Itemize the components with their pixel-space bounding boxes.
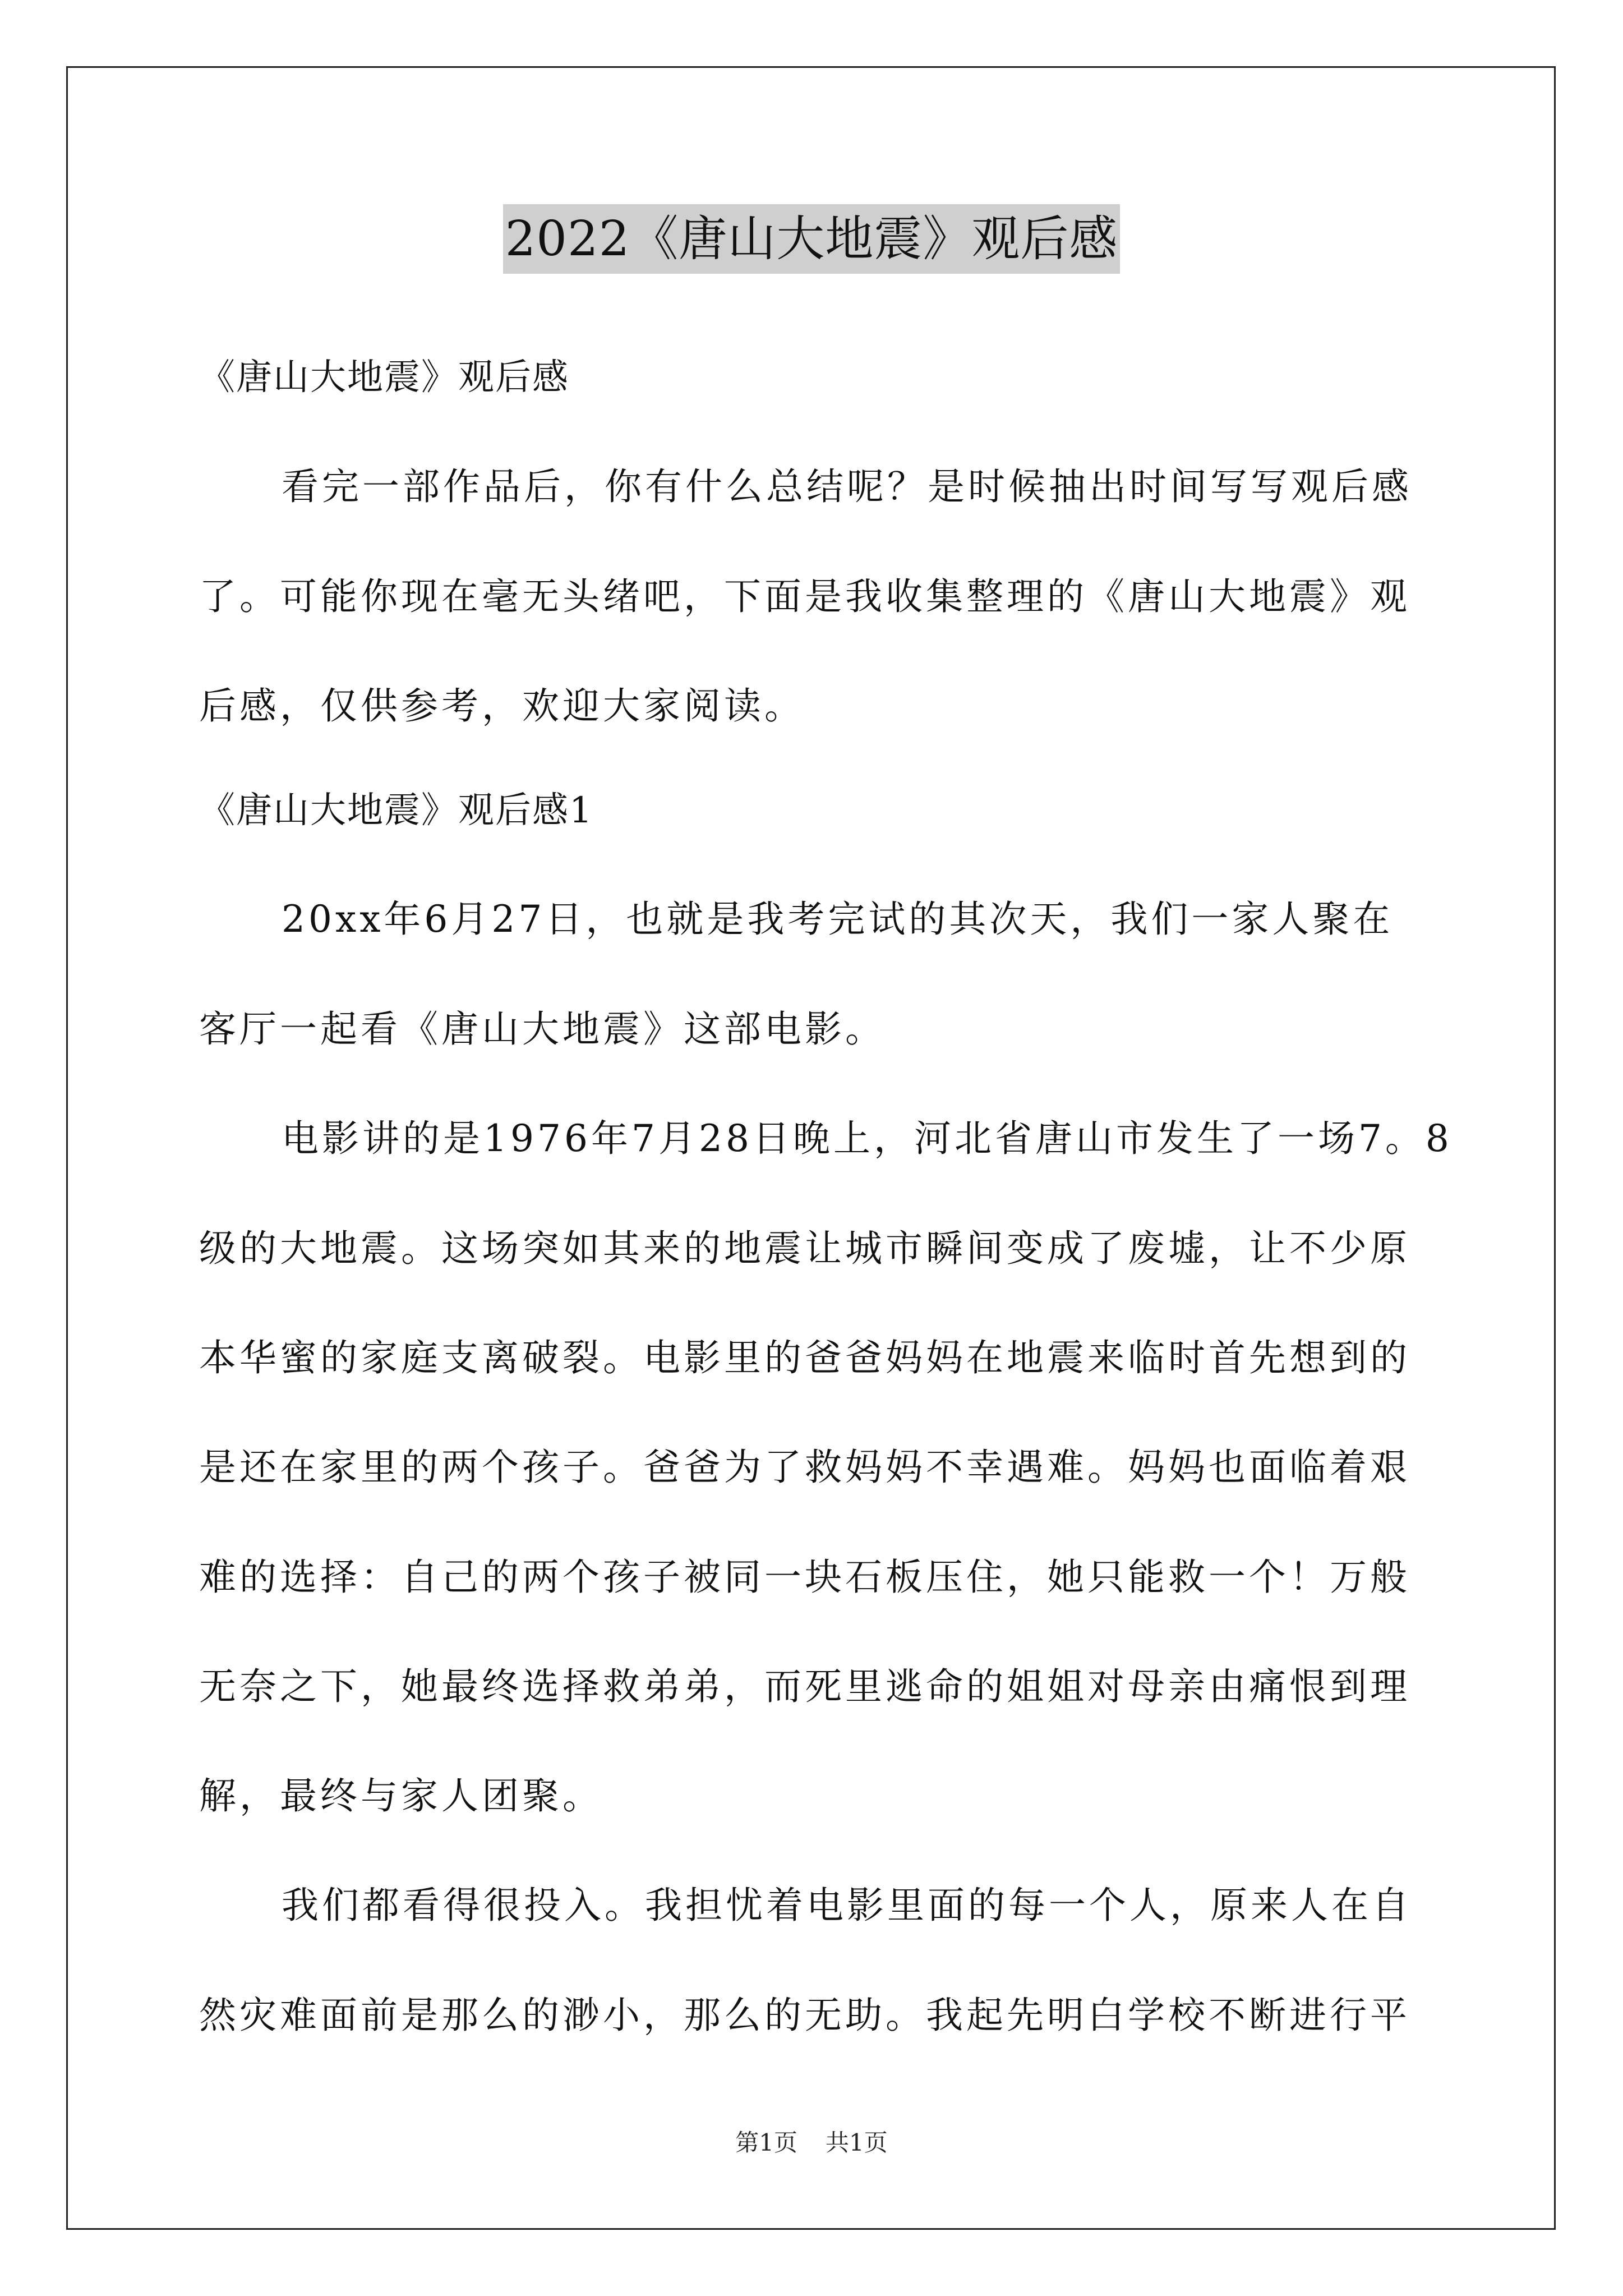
title-container xyxy=(0,204,1623,274)
section-heading: 《唐山大地震》观后感1 xyxy=(199,790,593,831)
paragraph-line: 后感，仅供参考，欢迎大家阅读。 xyxy=(199,684,805,728)
paragraph-line: 客厅一起看《唐山大地震》这部电影。 xyxy=(199,1007,886,1051)
paragraph-line: 电影讲的是1976年7月28日晚上，河北省唐山市发生了一场7。8 xyxy=(282,1117,1453,1160)
page-total: 共1页 xyxy=(826,2129,888,2156)
paragraph-line: 无奈之下，她最终选择救弟弟，而死里逃命的姐姐对母亲由痛恨到理 xyxy=(199,1665,1410,1708)
paragraph-line: 了。可能你现在毫无头绪吧，下面是我收集整理的《唐山大地震》观 xyxy=(199,575,1410,618)
paragraph-line: 然灾难面前是那么的渺小，那么的无助。我起先明白学校不断进行平 xyxy=(199,1994,1410,2037)
paragraph-line: 本华蜜的家庭支离破裂。电影里的爸爸妈妈在地震来临时首先想到的 xyxy=(199,1336,1410,1379)
section-heading: 《唐山大地震》观后感 xyxy=(199,357,569,398)
paragraph-line: 20xx年6月27日，也就是我考完试的其次天，我们一家人聚在 xyxy=(282,898,1394,941)
page-footer xyxy=(0,2126,1623,2160)
page-number: 第1页 xyxy=(735,2129,797,2156)
document-title: 2022《唐山大地震》观后感 xyxy=(503,204,1121,274)
paragraph-line: 我们都看得很投入。我担忧着电影里面的每一个人，原来人在自 xyxy=(282,1884,1412,1927)
paragraph-line: 解，最终与家人团聚。 xyxy=(199,1774,603,1818)
paragraph-line: 看完一部作品后，你有什么总结呢？是时候抽出时间写写观后感 xyxy=(282,465,1412,508)
paragraph-line: 级的大地震。这场突如其来的地震让城市瞬间变成了废墟，让不少原 xyxy=(199,1227,1410,1270)
paragraph-line: 是还在家里的两个孩子。爸爸为了救妈妈不幸遇难。妈妈也面临着艰 xyxy=(199,1446,1410,1489)
paragraph-line: 难的选择：自己的两个孩子被同一块石板压住，她只能救一个！万般 xyxy=(199,1556,1410,1599)
